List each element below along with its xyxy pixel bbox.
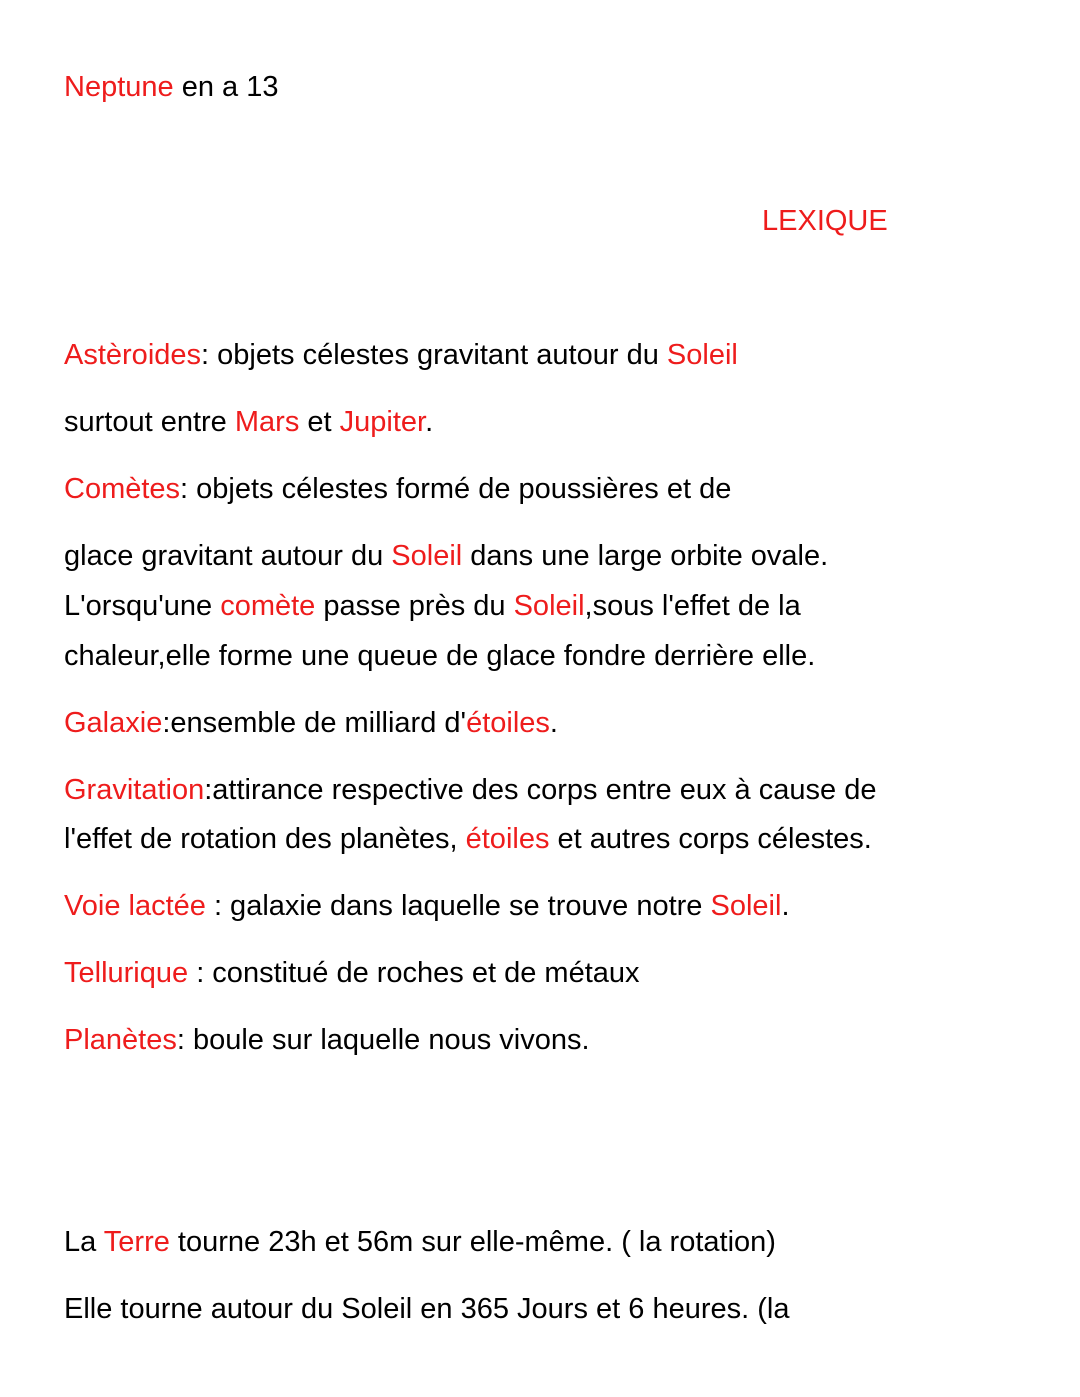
entry-gravitation-line-2: l'effet de rotation des planètes, étoiles et autres corps célestes. bbox=[64, 823, 872, 855]
neptune-note: Neptune en a 13 bbox=[64, 71, 279, 103]
term-tellurique: Tellurique bbox=[64, 957, 189, 989]
term-galaxie: Galaxie bbox=[64, 707, 163, 739]
entry-tellurique: Tellurique : constitué de roches et de métaux bbox=[64, 957, 640, 989]
entry-voie-lactee: Voie lactée : galaxie dans laquelle se trouve notre Soleil. bbox=[64, 890, 790, 922]
lexique-title: LEXIQUE bbox=[762, 205, 888, 237]
entry-cometes-line-4: chaleur,elle forme une queue de glace fondre derrière elle. bbox=[64, 640, 816, 672]
entry-cometes-line-1: Comètes: objets célestes formé de poussières et de bbox=[64, 473, 732, 505]
term-terre: Terre bbox=[103, 1226, 170, 1258]
entry-planetes: Planètes: boule sur laquelle nous vivons. bbox=[64, 1024, 590, 1056]
revolution-sentence: Elle tourne autour du Soleil en 365 Jours et 6 heures. (la bbox=[64, 1293, 790, 1325]
rotation-sentence: La Terre tourne 23h et 56m sur elle-même. ( la rotation) bbox=[64, 1226, 776, 1258]
entry-cometes-line-2: glace gravitant autour du Soleil dans une large orbite ovale. bbox=[64, 540, 829, 572]
term-cometes: Comètes bbox=[64, 473, 181, 505]
term-neptune: Neptune bbox=[64, 71, 174, 103]
term-planetes: Planètes bbox=[64, 1024, 177, 1056]
entry-cometes-line-3: L'orsqu'une comète passe près du Soleil,sous l'effet de la bbox=[64, 590, 801, 622]
entry-gravitation-line-1: Gravitation:attirance respective des corps entre eux à cause de bbox=[64, 774, 877, 806]
entry-asteroides-line-1: Astèroides: objets célestes gravitant autour du Soleil bbox=[64, 339, 738, 371]
entry-asteroides-line-2: surtout entre Mars et Jupiter. bbox=[64, 406, 434, 438]
term-asteroides: Astèroides bbox=[64, 339, 202, 371]
entry-galaxie: Galaxie:ensemble de milliard d'étoiles. bbox=[64, 707, 558, 739]
term-gravitation: Gravitation bbox=[64, 774, 205, 806]
term-voie-lactee: Voie lactée bbox=[64, 890, 206, 922]
